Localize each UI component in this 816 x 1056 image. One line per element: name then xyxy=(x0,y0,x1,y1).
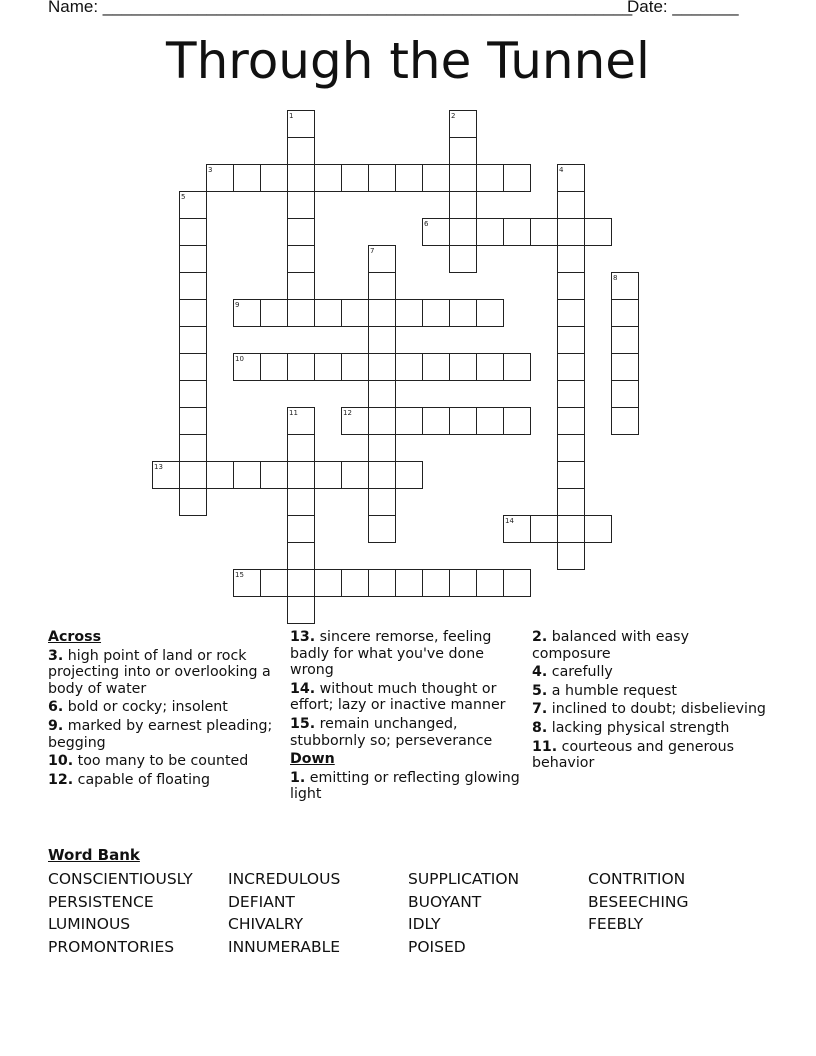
grid-cell[interactable] xyxy=(180,381,207,408)
grid-cell[interactable] xyxy=(477,354,504,381)
clue-number: 5. xyxy=(532,682,548,699)
grid-cell[interactable] xyxy=(342,570,369,597)
clue-text: lacking physical strength xyxy=(547,719,730,736)
word-bank-column-1 xyxy=(48,868,193,958)
cell-number: 3 xyxy=(208,166,213,174)
grid-cell[interactable] xyxy=(369,435,396,462)
grid-cell[interactable] xyxy=(612,381,639,408)
word-bank-column-4 xyxy=(588,868,689,936)
word-bank-column-2 xyxy=(228,868,340,958)
word-bank-column-3 xyxy=(408,868,519,958)
grid-cell[interactable] xyxy=(288,354,315,381)
grid-cell[interactable] xyxy=(315,462,342,489)
grid-cell[interactable] xyxy=(450,354,477,381)
grid-cell[interactable] xyxy=(180,354,207,381)
word-bank-word: BUOYANT xyxy=(408,892,482,911)
clue-text: without much thought or effort; lazy or inactive manner xyxy=(290,680,506,714)
grid-cell[interactable] xyxy=(450,246,477,273)
grid-cell[interactable] xyxy=(288,543,315,570)
grid-cell[interactable] xyxy=(261,165,288,192)
grid-cell[interactable] xyxy=(234,462,261,489)
grid-cell[interactable] xyxy=(315,354,342,381)
clue-number: 6. xyxy=(48,699,64,716)
grid-cell[interactable] xyxy=(558,354,585,381)
grid-cell[interactable] xyxy=(288,300,315,327)
clue-text: a humble request xyxy=(547,682,677,699)
grid-cell[interactable] xyxy=(180,327,207,354)
grid-cell[interactable] xyxy=(288,138,315,165)
page-title: Through the Tunnel xyxy=(166,32,650,90)
grid-cell[interactable] xyxy=(396,408,423,435)
clue-across-15 xyxy=(290,716,526,749)
grid-cell[interactable] xyxy=(612,300,639,327)
clue-text: bold or cocky; insolent xyxy=(63,699,228,716)
word-bank-word: FEEBLY xyxy=(588,915,644,934)
clue-number: 8. xyxy=(532,719,548,736)
grid-cell[interactable] xyxy=(180,462,207,489)
grid-cell[interactable] xyxy=(558,408,585,435)
clue-text: carefully xyxy=(547,664,613,681)
cell-number: 2 xyxy=(451,112,456,120)
word-bank-word: BESEECHING xyxy=(588,892,689,911)
grid-cell[interactable] xyxy=(288,246,315,273)
grid-cell[interactable] xyxy=(180,489,207,516)
grid-cell[interactable] xyxy=(261,570,288,597)
grid-cell[interactable] xyxy=(180,219,207,246)
clue-text: marked by earnest pleading; begging xyxy=(48,717,273,751)
clue-across-13 xyxy=(290,629,526,679)
grid-cell[interactable] xyxy=(288,489,315,516)
grid-cell[interactable] xyxy=(342,354,369,381)
clue-number: 2. xyxy=(532,629,548,645)
grid-cell[interactable] xyxy=(423,300,450,327)
grid-cell[interactable] xyxy=(342,300,369,327)
grid-cell[interactable] xyxy=(342,462,369,489)
grid-cell[interactable] xyxy=(396,300,423,327)
cell-number: 4 xyxy=(559,166,564,174)
clue-text: remain unchanged, stubbornly so; perseverance xyxy=(290,715,493,749)
grid-cell[interactable] xyxy=(315,300,342,327)
grid-cell[interactable] xyxy=(612,327,639,354)
clue-number: 14. xyxy=(290,680,316,697)
grid-cell[interactable] xyxy=(558,435,585,462)
grid-cell[interactable] xyxy=(450,300,477,327)
grid-cell[interactable] xyxy=(450,219,477,246)
word-bank-word: CONTRITION xyxy=(588,870,686,888)
cell-number: 1 xyxy=(289,112,294,120)
clue-text: courteous and generous behavior xyxy=(532,738,735,772)
grid-cell[interactable] xyxy=(180,246,207,273)
grid-cell[interactable] xyxy=(288,570,315,597)
cell-number: 15 xyxy=(235,571,244,579)
grid-cell[interactable] xyxy=(585,516,612,543)
clue-text: emitting or reflecting glowing light xyxy=(290,769,520,803)
grid-cell[interactable] xyxy=(369,165,396,192)
name-field: Name: ________________________________________________________ xyxy=(48,0,633,16)
cell-number: 7 xyxy=(370,247,375,255)
grid-cell[interactable] xyxy=(504,408,531,435)
grid-cell[interactable] xyxy=(558,246,585,273)
grid-cell[interactable] xyxy=(288,435,315,462)
grid-cell[interactable] xyxy=(288,516,315,543)
grid-cell[interactable] xyxy=(477,165,504,192)
grid-cell[interactable] xyxy=(288,219,315,246)
grid-cell[interactable] xyxy=(396,354,423,381)
grid-cell[interactable] xyxy=(315,570,342,597)
word-bank-word: LUMINOUS xyxy=(48,915,131,934)
grid-cell[interactable] xyxy=(234,165,261,192)
clue-number: 4. xyxy=(532,664,548,681)
word-bank-word: IDLY xyxy=(408,915,441,934)
grid-cell[interactable] xyxy=(261,462,288,489)
clue-across-14 xyxy=(290,681,526,714)
cell-number: 10 xyxy=(235,355,244,363)
word-bank-word: PERSISTENCE xyxy=(48,892,154,911)
clue-number: 3. xyxy=(48,647,64,664)
clue-down-7 xyxy=(532,701,768,718)
clue-text: too many to be counted xyxy=(73,753,249,770)
grid-cell[interactable] xyxy=(369,273,396,300)
grid-cell[interactable] xyxy=(504,219,531,246)
down-heading: Down xyxy=(290,751,335,768)
grid-cell[interactable] xyxy=(558,273,585,300)
grid-cell[interactable] xyxy=(558,300,585,327)
grid-cell[interactable] xyxy=(450,165,477,192)
grid-cell[interactable] xyxy=(504,165,531,192)
grid-cell[interactable] xyxy=(558,327,585,354)
grid-cell[interactable] xyxy=(612,354,639,381)
clue-column-3 xyxy=(532,629,768,774)
grid-cell[interactable] xyxy=(369,516,396,543)
clue-number: 7. xyxy=(532,701,548,718)
word-bank-word: DEFIANT xyxy=(228,892,295,911)
clue-across-3 xyxy=(48,648,280,698)
clue-column-1 xyxy=(48,629,280,790)
grid-cell[interactable] xyxy=(261,354,288,381)
clue-down-1 xyxy=(290,770,526,803)
word-bank-word: SUPPLICATION xyxy=(408,870,520,888)
grid-cell[interactable] xyxy=(423,408,450,435)
clue-down-2 xyxy=(532,629,768,662)
grid-cell[interactable] xyxy=(531,219,558,246)
grid-cell[interactable] xyxy=(558,516,585,543)
grid-cell[interactable] xyxy=(369,300,396,327)
grid-cell[interactable] xyxy=(288,597,315,624)
grid-cell[interactable] xyxy=(288,273,315,300)
grid-cell[interactable] xyxy=(396,165,423,192)
grid-cell[interactable] xyxy=(180,300,207,327)
cell-number: 13 xyxy=(154,463,163,471)
clue-number: 13. xyxy=(290,629,316,645)
grid-cell[interactable] xyxy=(558,192,585,219)
clue-across-12 xyxy=(48,772,280,789)
clue-number: 9. xyxy=(48,717,64,734)
grid-cell[interactable] xyxy=(558,462,585,489)
clue-down-5 xyxy=(532,683,768,700)
clue-text: balanced with easy composure xyxy=(532,629,689,662)
clue-across-9 xyxy=(48,718,280,751)
grid-cell[interactable] xyxy=(369,570,396,597)
cell-number: 9 xyxy=(235,301,240,309)
cell-number: 11 xyxy=(289,409,298,417)
grid-cell[interactable] xyxy=(450,192,477,219)
grid-cell[interactable] xyxy=(585,219,612,246)
grid-cell[interactable] xyxy=(558,381,585,408)
grid-cell[interactable] xyxy=(315,165,342,192)
grid-cell[interactable] xyxy=(396,570,423,597)
clue-down-4 xyxy=(532,664,768,681)
clue-text: capable of floating xyxy=(73,771,211,788)
word-bank-word: INNUMERABLE xyxy=(228,937,341,956)
grid-cell[interactable] xyxy=(369,381,396,408)
grid-cell[interactable] xyxy=(180,435,207,462)
cell-number: 6 xyxy=(424,220,429,228)
across-heading: Across xyxy=(48,629,102,645)
clue-number: 11. xyxy=(532,738,558,755)
grid-cell[interactable] xyxy=(288,192,315,219)
date-field: Date: _______ xyxy=(627,0,739,16)
grid-cell[interactable] xyxy=(558,543,585,570)
cell-number: 14 xyxy=(505,517,514,525)
grid-cell[interactable] xyxy=(477,300,504,327)
clue-across-10 xyxy=(48,753,280,770)
grid-cell[interactable] xyxy=(477,570,504,597)
grid-cell[interactable] xyxy=(288,165,315,192)
clue-number: 15. xyxy=(290,715,316,732)
grid-cell[interactable] xyxy=(423,570,450,597)
clue-text: high point of land or rock projecting into or overlooking a body of water xyxy=(48,647,271,697)
clue-column-2 xyxy=(290,629,526,805)
grid-cell[interactable] xyxy=(423,165,450,192)
grid-cell[interactable] xyxy=(207,462,234,489)
grid-cell[interactable] xyxy=(450,138,477,165)
grid-cell[interactable] xyxy=(504,354,531,381)
clue-number: 12. xyxy=(48,771,74,788)
grid-cell[interactable] xyxy=(369,489,396,516)
grid-cell[interactable] xyxy=(558,489,585,516)
cell-number: 12 xyxy=(343,409,352,417)
word-bank-word: POISED xyxy=(408,937,466,956)
grid-cell[interactable] xyxy=(423,354,450,381)
clue-text: sincere remorse, feeling badly for what you've done wrong xyxy=(290,629,492,679)
grid-cell[interactable] xyxy=(450,570,477,597)
clue-down-8 xyxy=(532,720,768,737)
grid-cell[interactable] xyxy=(369,327,396,354)
grid-cell[interactable] xyxy=(450,408,477,435)
clue-number: 10. xyxy=(48,753,74,770)
grid-cell[interactable] xyxy=(612,408,639,435)
grid-cell[interactable] xyxy=(477,219,504,246)
grid-cell[interactable] xyxy=(261,300,288,327)
grid-cell[interactable] xyxy=(369,462,396,489)
grid-cell[interactable] xyxy=(369,354,396,381)
clue-number: 1. xyxy=(290,769,306,786)
grid-cell[interactable] xyxy=(558,219,585,246)
grid-cell[interactable] xyxy=(180,408,207,435)
word-bank-word: CHIVALRY xyxy=(228,915,304,934)
clue-text: inclined to doubt; disbelieving xyxy=(547,701,766,718)
word-bank-word: PROMONTORIES xyxy=(48,937,175,956)
word-bank-word: INCREDULOUS xyxy=(228,870,341,888)
cell-number: 5 xyxy=(181,193,186,201)
clue-across-6 xyxy=(48,699,280,716)
grid-cell[interactable] xyxy=(288,462,315,489)
word-bank-word: CONSCIENTIOUSLY xyxy=(48,870,193,888)
grid-cell[interactable] xyxy=(342,165,369,192)
grid-cell[interactable] xyxy=(369,408,396,435)
grid-cell[interactable] xyxy=(504,570,531,597)
grid-cell[interactable] xyxy=(180,273,207,300)
word-bank-title: Word Bank xyxy=(48,846,140,864)
cell-number: 8 xyxy=(613,274,618,282)
grid-cell[interactable] xyxy=(531,516,558,543)
clue-down-11 xyxy=(532,739,768,772)
grid-cell[interactable] xyxy=(396,462,423,489)
grid-cell[interactable] xyxy=(477,408,504,435)
